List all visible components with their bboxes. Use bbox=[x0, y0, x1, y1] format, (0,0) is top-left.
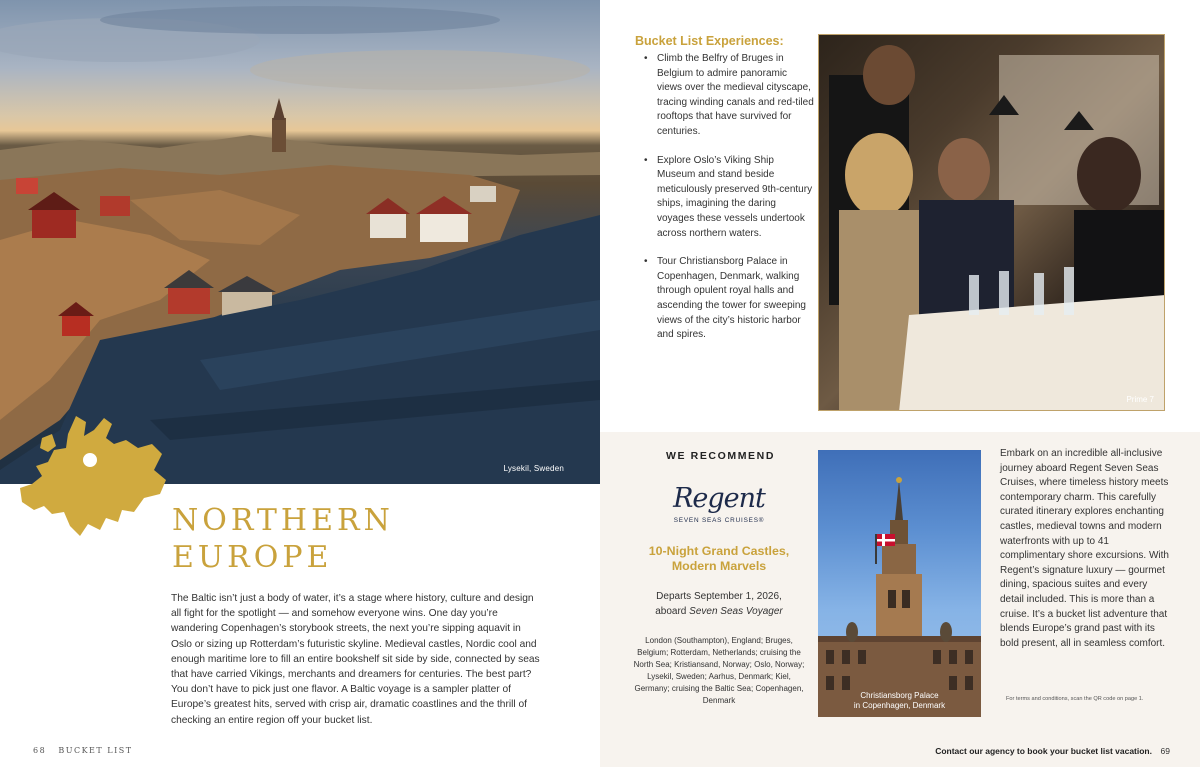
photo-tag: Prime 7 bbox=[1126, 395, 1154, 404]
left-page-number: 68 bbox=[33, 746, 47, 755]
right-page-number: 69 bbox=[1160, 746, 1170, 756]
christiansborg-palace-photo bbox=[818, 450, 981, 717]
aboard-prefix: aboard bbox=[655, 605, 690, 617]
brand-subline: SEVEN SEAS CRUISES® bbox=[673, 517, 765, 524]
experiences-list bbox=[644, 52, 814, 357]
hero-caption: Lysekil, Sweden bbox=[503, 464, 564, 473]
itinerary: London (Southampton), England; Bruges, Belgium; Rotterdam, Netherlands; cruising the North Sea; Kristiansand, Norway; Oslo, Norway; Lysekil, Sweden; Aarhus, Denmark; Kiel, Germany; cruising the Baltic Sea; Copenhagen, Denmark bbox=[633, 636, 805, 705]
ship-line bbox=[630, 605, 808, 620]
palace-illustration bbox=[818, 450, 981, 717]
europe-map-icon bbox=[14, 414, 170, 540]
booking-cta: Contact our agency to book your bucket list vacation. bbox=[935, 746, 1152, 756]
cruise-title: 10-Night Grand Castles, Modern Marvels bbox=[648, 544, 790, 573]
palace-caption bbox=[818, 691, 981, 711]
left-folio bbox=[33, 746, 133, 755]
experience-item: • Tour Christiansborg Palace in Copenhagen, Denmark, walking through opulent royal halls and ascending the tower for sweeping views of the city’s historic harbor and spires. bbox=[644, 255, 814, 343]
experience-item: • Explore Oslo’s Viking Ship Museum and stand beside meticulously preserved 9th-century ships, imagining the daring voyages these vessels undertook across northern waters. bbox=[644, 154, 814, 242]
departure-info bbox=[630, 590, 808, 619]
recommendation-panel bbox=[600, 432, 1200, 767]
palace-caption-line1: Christiansborg Palace bbox=[860, 691, 939, 700]
brand-wordmark: Regent bbox=[673, 483, 765, 514]
location-marker-icon bbox=[82, 452, 98, 468]
region-title-line2: EUROPE bbox=[172, 540, 333, 575]
section-name: BUCKET LIST bbox=[58, 746, 133, 755]
experiences-heading: Bucket List Experiences: bbox=[635, 34, 784, 48]
region-title bbox=[172, 502, 394, 576]
hero-illustration bbox=[0, 0, 600, 484]
prime7-dining-photo bbox=[818, 34, 1165, 411]
experience-item: • Climb the Belfry of Bruges in Belgium to admire panoramic views over the medieval cityscape, tracing winding canals and red-tiled rooftops that have survived for centuries. bbox=[644, 52, 814, 140]
dining-illustration bbox=[819, 35, 1165, 411]
region-title-line1: NORTHERN bbox=[172, 503, 394, 538]
recommendation-body: Embark on an incredible all-inclusive journey aboard Regent Seven Seas Cruises, where timeless history meets contemporary charm. This carefully curated itinerary explores enchanting castles, medieval towns and modern waterfronts with up to 41 complimentary shore excursions. With Regent’s signature luxury — gourmet dining, spacious suites and every detail included. This is more than a cruise. It’s a bucket list adventure that blends Europe’s grand past with its bold present, all in seamless comfort. bbox=[1000, 448, 1169, 649]
lysekil-hero-photo bbox=[0, 0, 600, 484]
intro-paragraph: The Baltic isn’t just a body of water, it’s a stage where history, culture and design all fight for the spotlight — and somehow everyone wins. One day you’re wandering Copenhagen’s storybook streets, the next you’re sipping aquavit in Oslo or sizing up Rotterdam’s futuristic skyline. Medieval castles, Nordic cool and enough maritime lore to fill an entire bookshelf sit side by side, connected by seas that have carried Vikings, merchants and dreamers for centuries. The best part? You don’t have to pick just one flavor. A Baltic voyage is a sampler platter of Europe’s greatest hits, served with crisp air, dramatic coastlines and the thrill of checking an entire region off your bucket list. bbox=[171, 593, 540, 726]
palace-caption-line2: in Copenhagen, Denmark bbox=[853, 701, 946, 710]
recommend-heading: WE RECOMMEND bbox=[666, 450, 776, 462]
terms-note: For terms and conditions, scan the QR code on page 1. bbox=[1006, 696, 1144, 702]
departure-date: Departs September 1, 2026, bbox=[656, 591, 782, 602]
ship-name: Seven Seas Voyager bbox=[689, 605, 783, 617]
right-page bbox=[600, 0, 1200, 767]
regent-logo bbox=[666, 484, 772, 524]
